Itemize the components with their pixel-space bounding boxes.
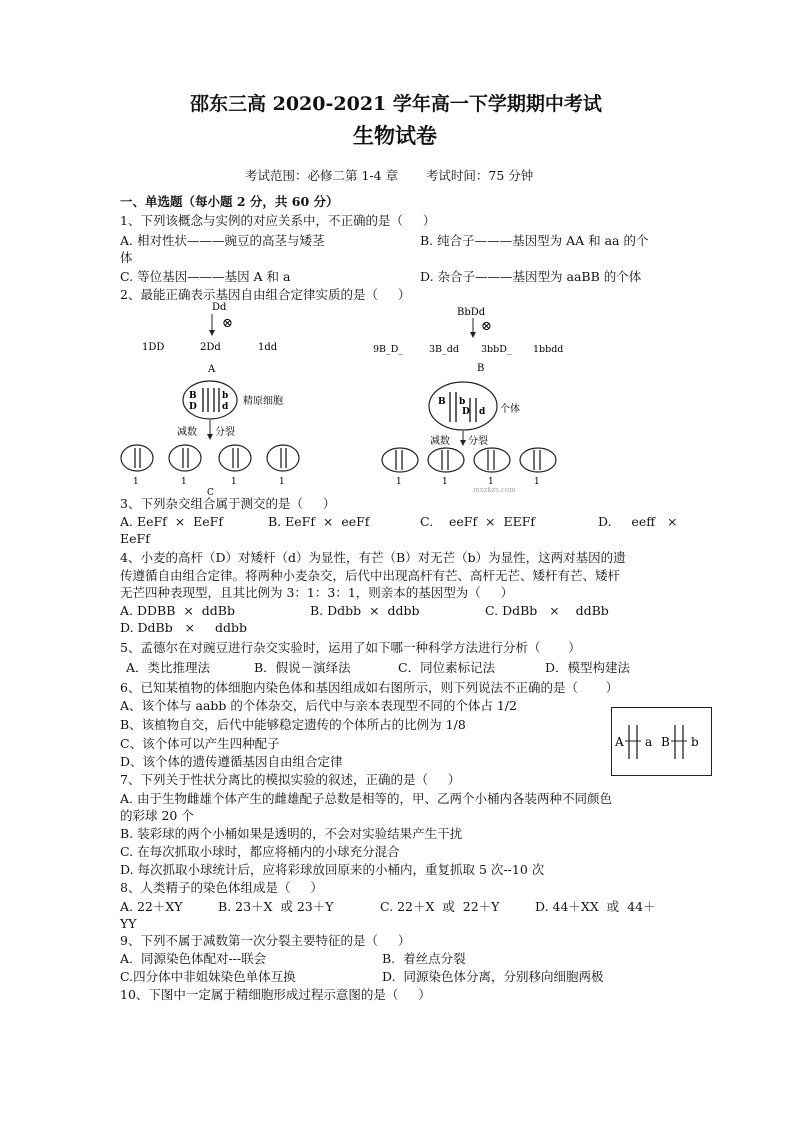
q7-stem: 7、下列关于性状分离比的模拟实验的叙述，正确的是（ ） — [120, 772, 461, 787]
q10-stem: 10、下图中一定属于精细胞形成过程示意图的是（ ） — [120, 987, 431, 1002]
section-heading: 一、单选题（每小题 2 分，共 60 分） — [120, 194, 339, 209]
fig-c-gene-b1: B — [189, 391, 197, 401]
fig-c-count-2: 1 — [181, 477, 187, 487]
q2-figure-d — [378, 378, 598, 496]
q4-option-a: A. DDBB × ddBb — [120, 603, 235, 618]
fig-d-gene-d1: D — [462, 407, 470, 417]
q6-option-a: A、该个体与 aabb 的个体杂交，后代中与亲本表现型不同的个体占 1/2 — [120, 698, 517, 713]
fig-d-gene-b1: B — [438, 397, 446, 407]
q4-option-b: B. Ddbb × ddbb — [310, 603, 420, 618]
fig-d-count-3: 1 — [488, 477, 494, 487]
exam-subject-title: 生物试卷 — [353, 123, 437, 148]
q2-figure-a — [130, 300, 310, 375]
fig-c-process: 减数 — [177, 427, 197, 438]
fig-c-count-3: 1 — [231, 477, 237, 487]
q1-option-a: A. 相对性状———豌豆的高茎与矮茎 — [120, 233, 325, 248]
q1-option-b: B. 纯合子———基因型为 AA 和 aa 的个 — [420, 233, 649, 248]
fig-d-watermark: mxzkzs.com — [473, 486, 516, 494]
q5-option-c: C．同位素标记法 — [398, 660, 496, 675]
fig-a-offspring-1: 1DD — [142, 342, 165, 353]
q4-line-1: 4、小麦的高杆（D）对矮杆（d）为显性，有芒（B）对无芒（b）为显性，这两对基因的遗 — [120, 550, 626, 565]
q7-option-a-cont: 的彩球 20 个 — [120, 808, 194, 823]
q9-option-a: A. 同源染色体配对---联会 — [120, 951, 267, 966]
fig-c-cell-label: 精原细胞 — [243, 396, 283, 407]
q3-option-c: C. eeFf × EEFf — [420, 514, 535, 529]
fig-d-gene-d2: d — [479, 407, 486, 417]
q1-option-b-cont: 体 — [120, 250, 133, 265]
q6-gene-a: a — [645, 735, 653, 749]
fig-b-label: B — [477, 363, 485, 374]
fig-d-gamete-3 — [474, 448, 510, 472]
q6-chromosome-figure — [611, 707, 713, 777]
q8-option-c: C. 22＋X 或 22＋Y — [380, 899, 500, 914]
fig-b-offspring-2: 3B_dd — [429, 344, 459, 355]
q1-option-c: C. 等位基因———基因 A 和 a — [120, 269, 291, 284]
q4-option-c: C. DdBb × ddBb — [485, 603, 609, 618]
fig-c-gene-d1: D — [189, 402, 197, 412]
q7-option-d: D. 每次抓取小球统计后，应将彩球放回原来的小桶内，重复抓取 5 次--10 次 — [120, 862, 545, 877]
fig-a-offspring-2: 2Dd — [200, 342, 221, 353]
fig-b-cross: ⊗ — [481, 319, 492, 334]
exam-title: 邵东三高 2020-2021 学年高一下学期期中考试 — [190, 93, 602, 115]
q8-option-d-cont: YY — [120, 916, 137, 931]
q7-option-a: A. 由于生物雌雄个体产生的雌雄配子总数是相等的，甲、乙两个小桶内各装两种不同颜色 — [120, 791, 612, 806]
q1-stem: 1、下列该概念与实例的对应关系中，不正确的是（ ） — [120, 213, 436, 228]
q2-figure-c — [115, 378, 315, 496]
fig-c-gamete-2 — [169, 445, 201, 471]
fig-c-process-2: 分裂 — [215, 427, 235, 438]
fig-b-offspring-1: 9B_D_ — [373, 344, 404, 355]
fig-c-gamete-3 — [219, 445, 251, 471]
q2-stem: 2、最能正确表示基因自由组合定律实质的是（ ） — [120, 287, 411, 302]
q6-stem: 6、已知某植物的体细胞内染色体和基因组成如右图所示，则下列说法不正确的是（ ） — [120, 680, 619, 695]
q3-option-d-cont: EeFf — [120, 531, 150, 546]
fig-b-offspring-3: 3bbD_ — [481, 344, 512, 355]
q6-option-b: B、该植物自交，后代中能够稳定遗传的个体所占的比例为 1/8 — [120, 717, 466, 732]
fig-d-count-2: 1 — [442, 477, 448, 487]
q8-option-b: B. 23＋X 或 23＋Y — [218, 899, 334, 914]
fig-a-label: A — [208, 364, 216, 375]
q4-line-2: 传遵循自由组合定律。将两种小麦杂交，后代中出现高杆有芒、高杆无芒、矮杆有芒、矮杆 — [120, 568, 621, 583]
q3-option-b: B. EeFf × eeFf — [268, 514, 370, 529]
fig-d-count-1: 1 — [396, 477, 402, 487]
q7-option-c: C. 在每次抓取小球时，都应将桶内的小球充分混合 — [120, 844, 400, 859]
fig-c-gene-b2: b — [222, 391, 229, 401]
q5-option-a: A．类比推理法 — [126, 660, 211, 675]
q3-option-d: D. eeff × — [598, 514, 678, 529]
fig-c-gamete-1 — [121, 445, 153, 471]
fig-b-parent: BbDd — [457, 307, 486, 318]
fig-d-gamete-4 — [520, 448, 556, 472]
fig-d-process: 减数 — [430, 436, 450, 447]
fig-d-gamete-2 — [428, 448, 464, 472]
q9-option-c: C.四分体中非姐妹染色单体互换 — [120, 969, 296, 984]
q4-line-3: 无芒四种表现型，且其比例为 3：1：3：1，则亲本的基因型为（ ） — [120, 585, 514, 600]
q3-option-a: A. EeFf × EeFf — [120, 514, 223, 529]
fig-d-gamete-1 — [382, 448, 418, 472]
q9-option-d: D. 同源染色体分离，分别移向细胞两极 — [382, 969, 604, 984]
fig-a-cross: ⊗ — [222, 316, 233, 331]
q8-stem: 8、人类精子的染色体组成是（ ） — [120, 880, 323, 895]
q6-option-d: D、该个体的遗传遵循基因自由组合定律 — [120, 754, 343, 769]
fig-c-gene-d2: d — [222, 402, 229, 412]
q4-option-d: D. DdBb × ddbb — [120, 620, 248, 635]
exam-meta: 考试范围：必修二第 1-4 章 考试时间：75 分钟 — [245, 168, 534, 183]
fig-d-cell-label: 个体 — [500, 404, 520, 415]
q6-gene-A: A — [615, 735, 624, 749]
fig-c-gamete-4 — [267, 445, 299, 471]
fig-a-parent: Dd — [212, 302, 227, 313]
fig-d-count-4: 1 — [534, 477, 540, 487]
q8-option-a: A. 22＋XY — [120, 899, 183, 914]
q1-option-d: D. 杂合子———基因型为 aaBB 的个体 — [420, 269, 642, 284]
q6-option-c: C、该个体可以产生四种配子 — [120, 736, 280, 751]
fig-d-process-2: 分裂 — [468, 436, 488, 447]
q8-option-d: D. 44＋XX 或 44＋ — [535, 899, 656, 914]
fig-c-count-1: 1 — [133, 477, 139, 487]
q6-gene-b: b — [691, 735, 699, 749]
q9-option-b: B. 着丝点分裂 — [382, 951, 466, 966]
q5-option-b: B．假说－演绎法 — [254, 660, 351, 675]
q5-stem: 5、孟德尔在对豌豆进行杂交实验时，运用了如下哪一种科学方法进行分析（ ） — [120, 640, 581, 655]
q5-option-d: D．模型构建法 — [545, 660, 631, 675]
fig-a-offspring-3: 1dd — [258, 342, 278, 353]
q3-stem: 3、下列杂交组合属于测交的是（ ） — [120, 496, 336, 511]
fig-d-gene-b2: b — [459, 397, 466, 407]
fig-c-label: C — [207, 488, 214, 496]
q2-figure-b — [365, 300, 585, 375]
q6-gene-B: B — [661, 735, 670, 749]
q7-option-b: B. 装彩球的两个小桶如果是透明的，不会对实验结果产生干扰 — [120, 826, 463, 841]
fig-b-offspring-4: 1bbdd — [533, 344, 564, 355]
fig-c-count-4: 1 — [279, 477, 285, 487]
q9-stem: 9、下列不属于减数第一次分裂主要特征的是（ ） — [120, 933, 411, 948]
